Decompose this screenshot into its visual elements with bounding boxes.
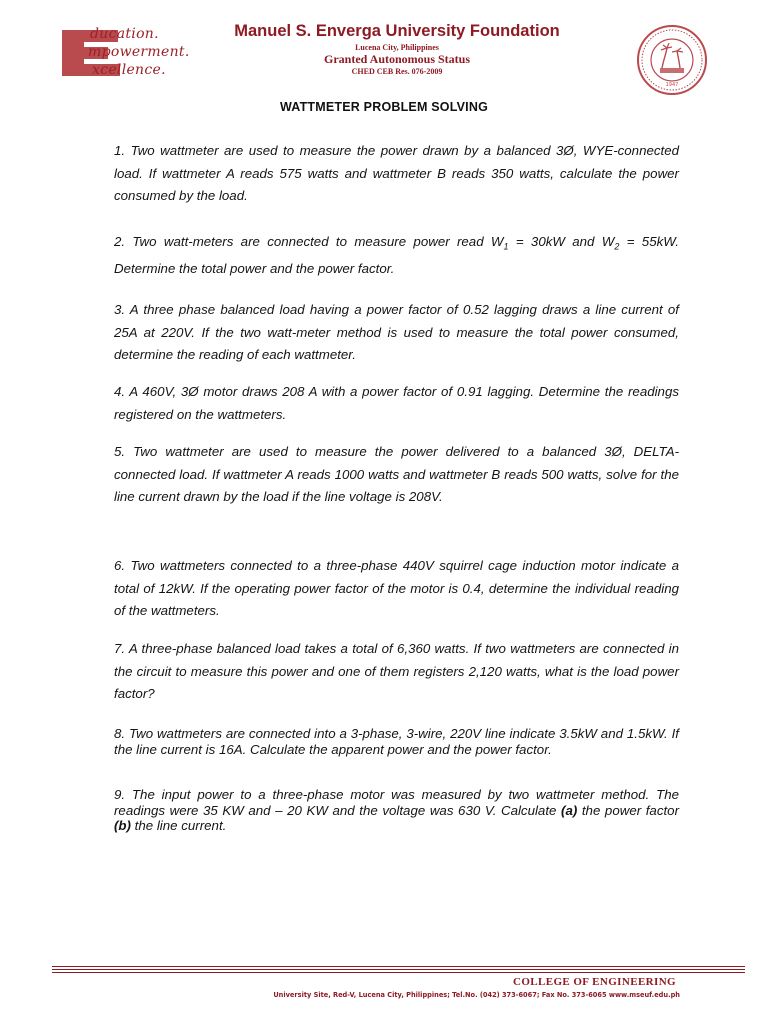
footer-rule-middle (52, 969, 745, 970)
problem-2 (114, 231, 679, 281)
seal-year: 1947 (665, 82, 679, 88)
university-seal (636, 24, 708, 96)
problem-2-subscript-1: 1 (503, 241, 509, 252)
problem-9-part-b-label: (b) (114, 818, 131, 833)
problem-2-text-c: = 55kW. Determine the total power and the power factor. (114, 234, 679, 277)
problem-9 (114, 787, 679, 834)
motto-line-empowerment: mpowerment. (88, 44, 190, 60)
problem-2-subscript-2: 2 (614, 241, 620, 252)
problem-6: 6. Two wattmeters connected to a three-phase 440V squirrel cage induction motor indicate a total of 12kW. If the operating power factor of the motor is 0.4, determine the individual reading of the wattmeters. (114, 558, 679, 618)
problem-3: 3. A three phase balanced load having a power factor of 0.52 lagging draws a line current of 25A at 220V. If the two watt-meter method is used to measure the total power consumed, determine the reading of each wattmeter. (114, 302, 679, 362)
footer-address: University Site, Red-V, Lucena City, Philippines; Tel.No. (042) 373-6067; Fax No. 373-6065 www.mseuf.edu.ph (273, 991, 680, 999)
problem-2-text-b: = 30kW and W (508, 234, 615, 249)
college-name: COLLEGE OF ENGINEERING (512, 976, 676, 988)
footer-rule-top (52, 966, 745, 967)
problem-7: 7. A three-phase balanced load takes a total of 6,360 watts. If two wattmeters are connected in the circuit to measure this power and one of them registers 2,120 watts, what is the load power factor? (114, 641, 679, 701)
university-header (210, 22, 584, 76)
problem-8: 8. Two wattmeters are connected into a 3-phase, 3-wire, 220V line indicate 3.5kW and 1.5kW. If the line current is 16A. Calculate the apparent power and the power factor. (114, 726, 679, 757)
university-city: Lucena City, Philippines (355, 43, 439, 52)
university-name: Manuel S. Enverga University Foundation (234, 22, 560, 40)
footer-rule-bottom (52, 972, 745, 973)
problem-1: 1. Two wattmeter are used to measure the power drawn by a balanced 3Ø, WYE-connected load. If wattmeter A reads 575 watts and wattmeter B reads 350 watts, calculate the power consumed by the load. (114, 143, 679, 203)
problem-4: 4. A 460V, 3Ø motor draws 208 A with a power factor of 0.91 lagging. Determine the readings registered on the wattmeters. (114, 384, 679, 422)
seal-icon (636, 24, 708, 96)
autonomous-status: Granted Autonomous Status (323, 52, 471, 66)
motto-line-excellence: xcellence. (92, 62, 166, 78)
document-title: WATTMETER PROBLEM SOLVING (279, 100, 488, 114)
ched-resolution: CHED CEB Res. 076-2009 (351, 67, 443, 76)
problem-9-part-a-label: (a) (561, 802, 578, 818)
problem-2-text-a: 2. Two watt-meters are connected to measure power read W (114, 234, 504, 249)
problem-5: 5. Two wattmeter are used to measure the power delivered to a balanced 3Ø, DELTA-connected load. If wattmeter A reads 1000 watts and wattmeter B reads 500 watts, solve for the line current drawn by the load if the line voltage is 208V. (114, 444, 679, 504)
motto-line-education: ducation. (90, 26, 159, 42)
problem-9-text-c: the power factor (577, 802, 679, 818)
university-logo (62, 28, 222, 84)
problem-9-text-a: 9. The input power to a three-phase motor was measured by two wattmeter method. The readings were 35 KW and – 20 KW and the voltage was 630 V. Calculate (114, 787, 679, 818)
problem-9-text-d: the line current. (130, 818, 227, 833)
